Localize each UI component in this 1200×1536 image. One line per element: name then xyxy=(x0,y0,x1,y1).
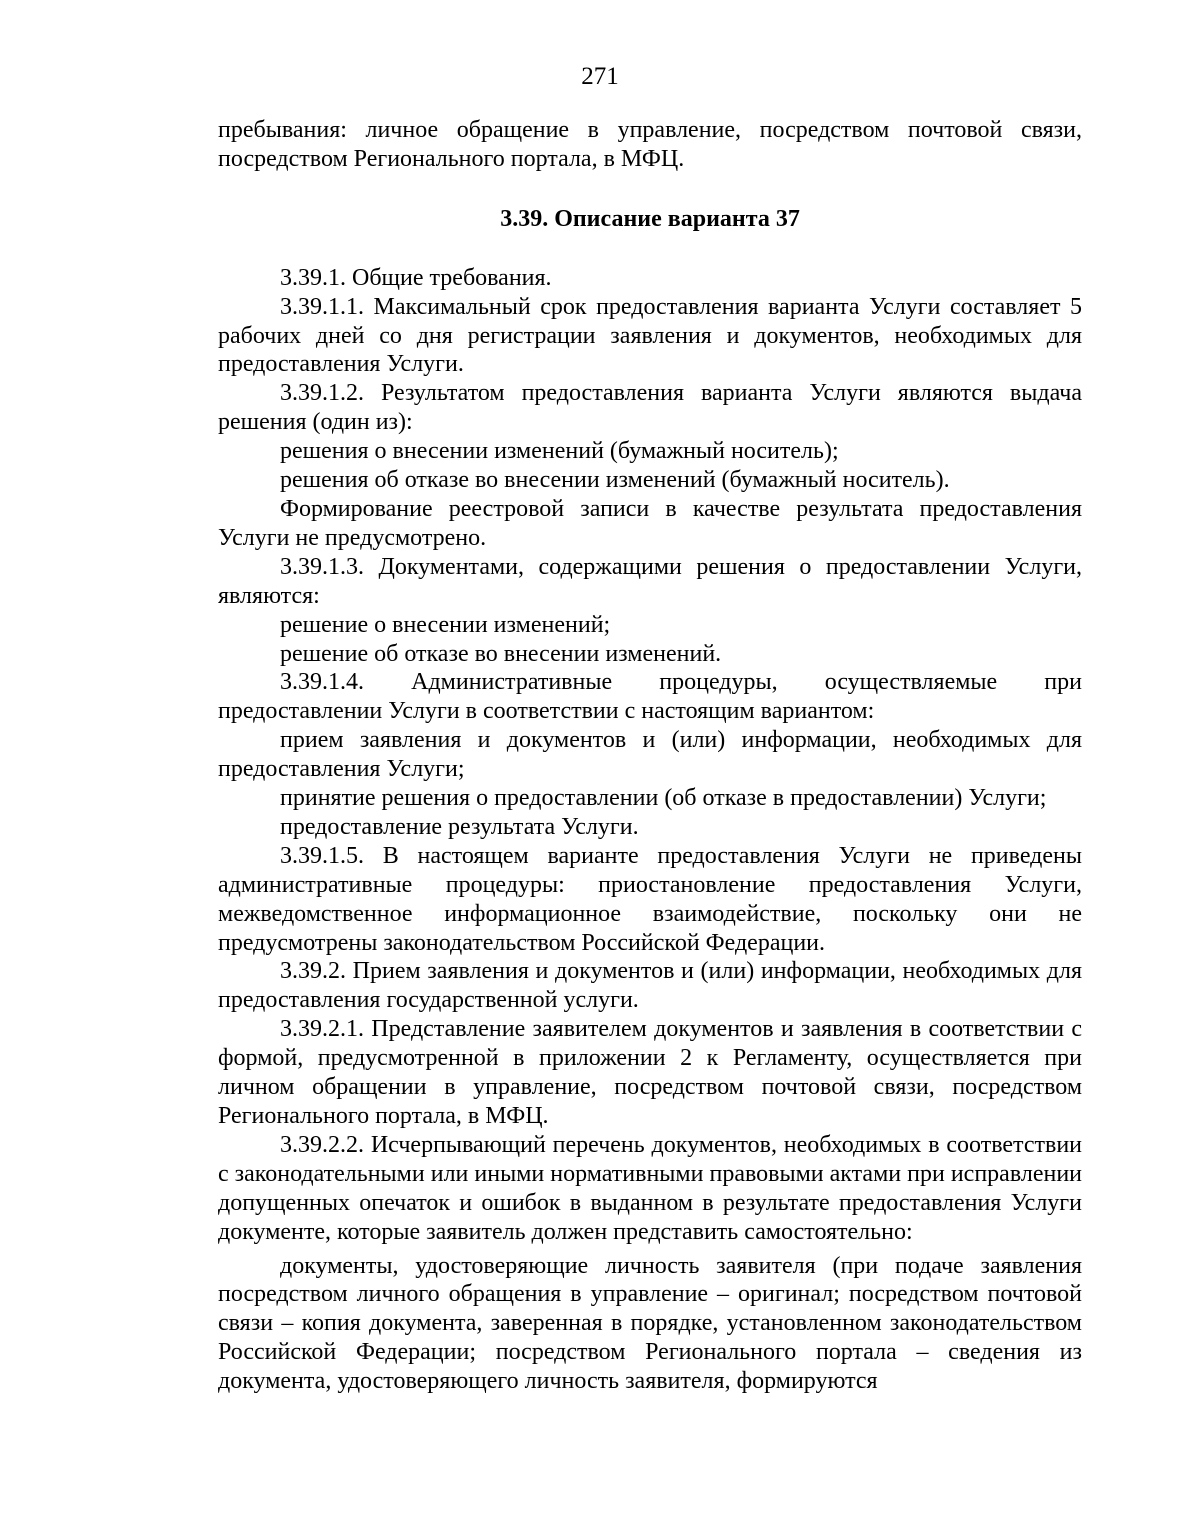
paragraph: 3.39.2.2. Исчерпывающий перечень документов, необходимых в соответствии с законодательными или иными нормативными правовыми актами при исправлении допущенных опечаток и ошибок в выданном в результате предоставления Услуги документе, которые заявитель должен представить самостоятельно: xyxy=(218,1131,1082,1245)
paragraph: 3.39.2.1. Представление заявителем документов и заявления в соответствии с формой, предусмотренной в приложении 2 к Регламенту, осуществляется при личном обращении в управление, посредством почтовой связи, посредством Регионального портала, в МФЦ. xyxy=(218,1016,1082,1129)
list-item: принятие решения о предоставлении (об отказе в предоставлении) Услуги; xyxy=(280,785,1047,812)
list-item: решение о внесении изменений; xyxy=(280,611,611,638)
paragraph: документы, удостоверяющие личность заявителя (при подаче заявления посредством личного обращения в управление – оригинал; посредством почтовой связи – копия документа, заверенная в порядке, установленном законодательством Российской Федерации; посредством Регионального портала – сведения из документа, удостоверяющего личность заявителя, формируются xyxy=(218,1252,1082,1395)
section-heading: 3.39. Описание варианта 37 xyxy=(500,205,800,232)
paragraph: 3.39.2. Прием заявления и документов и (или) информации, необходимых для предоставления государственной услуги. xyxy=(218,958,1082,1014)
paragraph: 3.39.1.5. В настоящем варианте предоставления Услуги не приведены административные процедуры: приостановление предоставления Услуги, межведомственное информационное взаимодействие, поскольку они не предусмотрены законодательством Российской Федерации. xyxy=(218,842,1082,956)
page-number: 271 xyxy=(581,63,619,90)
document-body xyxy=(218,116,1082,1396)
list-item: решения о внесении изменений (бумажный носитель); xyxy=(280,438,839,465)
paragraph: Формирование реестровой записи в качестве результата предоставления Услуги не предусмотрено. xyxy=(218,495,1082,551)
list-item: решения об отказе во внесении изменений (бумажный носитель). xyxy=(280,467,950,494)
list-item: решение об отказе во внесении изменений. xyxy=(280,640,722,667)
paragraph: 3.39.1.3. Документами, содержащими решения о предоставлении Услуги, являются: xyxy=(218,553,1082,609)
paragraph: 3.39.1.2. Результатом предоставления варианта Услуги являются выдача решения (один из): xyxy=(218,380,1082,436)
list-item: предоставление результата Услуги. xyxy=(280,813,639,840)
paragraph: 3.39.1. Общие требования. xyxy=(280,264,552,291)
paragraph-continuation: пребывания: личное обращение в управление, посредством почтовой связи, посредством Регионального портала, в МФЦ. xyxy=(218,117,1082,172)
paragraph: 3.39.1.4. Административные процедуры, осуществляемые при предоставлении Услуги в соответствии с настоящим вариантом: xyxy=(218,669,1082,725)
list-item: прием заявления и документов и (или) информации, необходимых для предоставления Услуги; xyxy=(218,727,1082,783)
paragraph: 3.39.1.1. Максимальный срок предоставления варианта Услуги составляет 5 рабочих дней со дня регистрации заявления и документов, необходимых для предоставления Услуги. xyxy=(218,293,1082,378)
